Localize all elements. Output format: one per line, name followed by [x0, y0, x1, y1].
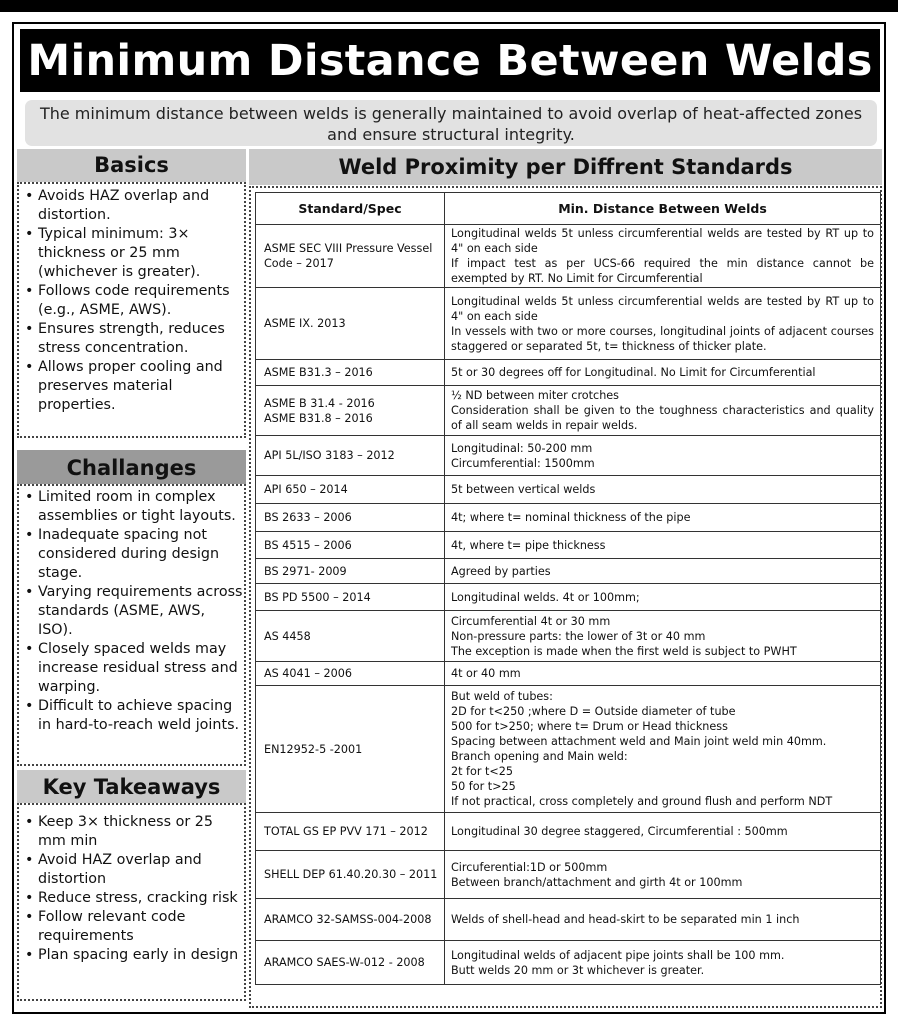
table-row	[256, 436, 881, 476]
min-distance-cell	[445, 851, 881, 899]
min-distance-line: Circuferential:1D or 500mm	[451, 860, 608, 874]
min-distance-line: 5t between vertical welds	[451, 483, 596, 496]
min-distance-line: Non-pressure parts: the lower of 3t or 40 mm	[451, 629, 706, 643]
standard-name: ASME SEC VIII Pressure Vessel Code – 2017	[264, 242, 433, 270]
standard-cell	[256, 476, 445, 504]
standard-name: ASME IX. 2013	[264, 317, 346, 330]
table-row	[256, 386, 881, 436]
min-distance-cell	[445, 360, 881, 386]
min-distance-line: Circumferential 4t or 30 mm	[451, 614, 611, 628]
intro-text: The minimum distance between welds is generally maintained to avoid overlap of heat-affected zones and ensure structural integrity.	[25, 100, 877, 146]
min-distance-cell	[445, 584, 881, 611]
standard-name: API 650 – 2014	[264, 483, 348, 496]
takeaways-heading: Key Takeaways	[17, 770, 246, 803]
standard-cell	[256, 662, 445, 686]
column-header-standard: Standard/Spec	[256, 193, 445, 225]
table-row	[256, 360, 881, 386]
standard-cell	[256, 611, 445, 662]
min-distance-line: Welds of shell-head and head-skirt to be separated min 1 inch	[451, 913, 800, 926]
basics-item: • Follows code requirements (e.g., ASME, AWS).	[19, 282, 244, 320]
standard-name: TOTAL GS EP PVV 171 – 2012	[264, 825, 428, 838]
challenges-box	[17, 484, 246, 766]
standard-name: AS 4458	[264, 629, 311, 643]
table-body	[256, 225, 881, 985]
min-distance-line: If impact test as per UCS-66 required the min distance cannot be exempted by RT. No Limit for Circumferential	[451, 257, 874, 285]
min-distance-cell	[445, 611, 881, 662]
table-row	[256, 611, 881, 662]
table-row	[256, 662, 881, 686]
title-banner	[20, 29, 880, 92]
min-distance-cell	[445, 532, 881, 559]
challenges-item: • Varying requirements across standards (ASME, AWS, ISO).	[19, 583, 244, 640]
min-distance-line: Longitudinal welds. 4t or 100mm;	[451, 590, 640, 604]
standard-cell	[256, 851, 445, 899]
table-row	[256, 476, 881, 504]
standard-cell	[256, 899, 445, 941]
min-distance-cell	[445, 559, 881, 584]
min-distance-cell	[445, 225, 881, 288]
min-distance-line: Longitudinal welds 5t unless circumferential welds are tested by RT up to 4" on each side	[451, 294, 874, 323]
min-distance-line: Butt welds 20 mm or 3t whichever is greater.	[451, 963, 705, 977]
standard-name: ASME B 31.4 - 2016	[264, 396, 375, 410]
takeaways-item: • Avoid HAZ overlap and distortion	[19, 851, 244, 889]
min-distance-line: The exception is made when the first weld is subject to PWHT	[451, 644, 797, 658]
top-border-bar	[0, 0, 898, 12]
standard-cell	[256, 504, 445, 532]
basics-item: • Typical minimum: 3× thickness or 25 mm (whichever is greater).	[19, 225, 244, 282]
table-row	[256, 899, 881, 941]
standard-cell	[256, 225, 445, 288]
takeaways-item: • Follow relevant code requirements	[19, 908, 244, 946]
table-row	[256, 584, 881, 611]
min-distance-cell	[445, 662, 881, 686]
takeaways-item: • Plan spacing early in design	[19, 946, 244, 965]
takeaways-section	[17, 770, 246, 1001]
challenges-section	[17, 450, 246, 766]
standard-name: ASME B31.3 – 2016	[264, 366, 373, 379]
standard-name: SHELL DEP 61.40.20.30 – 2011	[264, 868, 438, 881]
min-distance-line: In vessels with two or more courses, longitudinal joints of adjacent courses staggered or separated 5t, t= thickness of thicker plate.	[451, 324, 874, 353]
standard-name: API 5L/ISO 3183 – 2012	[264, 449, 395, 462]
min-distance-line: Branch opening and Main weld:	[451, 750, 628, 763]
table-row	[256, 559, 881, 584]
min-distance-line: ½ ND between miter crotches	[451, 389, 619, 402]
standard-name: ASME B31.8 – 2016	[264, 411, 373, 425]
table-row	[256, 504, 881, 532]
takeaways-item: • Reduce stress, cracking risk	[19, 889, 244, 908]
min-distance-line: Spacing between attachment weld and Main joint weld min 40mm.	[451, 735, 827, 748]
min-distance-line: Longitudinal: 50-200 mm	[451, 441, 593, 455]
min-distance-cell	[445, 941, 881, 985]
table-row	[256, 813, 881, 851]
challenges-item: • Difficult to achieve spacing in hard-to-reach weld joints.	[19, 697, 244, 735]
table-row	[256, 288, 881, 360]
min-distance-line: Agreed by parties	[451, 564, 551, 578]
min-distance-line: 4t or 40 mm	[451, 667, 521, 680]
min-distance-cell	[445, 813, 881, 851]
standard-name: AS 4041 – 2006	[264, 667, 352, 680]
min-distance-line: 50 for t>25	[451, 780, 516, 793]
standards-heading: Weld Proximity per Diffrent Standards	[249, 149, 882, 185]
table-row	[256, 686, 881, 813]
standards-table	[255, 192, 881, 985]
table-header-row	[256, 193, 881, 225]
standard-cell	[256, 288, 445, 360]
takeaways-box	[17, 803, 246, 1001]
min-distance-line: Consideration shall be given to the toughness characteristics and quality of all seam welds in repair welds.	[451, 404, 874, 432]
min-distance-cell	[445, 504, 881, 532]
min-distance-line: 2t for t<25	[451, 765, 513, 778]
takeaways-list	[19, 813, 244, 965]
min-distance-line: Longitudinal 30 degree staggered, Circumferential : 500mm	[451, 825, 788, 838]
table-row	[256, 225, 881, 288]
basics-list	[19, 187, 244, 415]
standard-name: BS 2971- 2009	[264, 564, 347, 578]
table-row	[256, 941, 881, 985]
standard-name: ARAMCO 32-SAMSS-004-2008	[264, 913, 432, 926]
min-distance-line: Longitudinal welds 5t unless circumferential welds are tested by RT up to 4" on each side	[451, 227, 874, 255]
table-row	[256, 851, 881, 899]
min-distance-cell	[445, 436, 881, 476]
min-distance-line: But weld of tubes:	[451, 690, 553, 703]
basics-section	[17, 149, 246, 438]
standard-name: BS PD 5500 – 2014	[264, 590, 371, 604]
min-distance-line: If not practical, cross completely and ground flush and perform NDT	[451, 795, 833, 808]
min-distance-cell	[445, 686, 881, 813]
min-distance-cell	[445, 899, 881, 941]
standard-cell	[256, 532, 445, 559]
standard-cell	[256, 813, 445, 851]
standard-cell	[256, 686, 445, 813]
challenges-item: • Limited room in complex assemblies or tight layouts.	[19, 488, 244, 526]
standard-cell	[256, 360, 445, 386]
standard-name: BS 2633 – 2006	[264, 511, 352, 524]
min-distance-line: 4t; where t= nominal thickness of the pipe	[451, 511, 691, 524]
min-distance-line: Between branch/attachment and girth 4t or 100mm	[451, 875, 743, 889]
min-distance-line: 4t, where t= pipe thickness	[451, 538, 606, 552]
min-distance-cell	[445, 288, 881, 360]
min-distance-line: 5t or 30 degrees off for Longitudinal. No Limit for Circumferential	[451, 366, 816, 379]
challenges-item: • Closely spaced welds may increase residual stress and warping.	[19, 640, 244, 697]
table-row	[256, 532, 881, 559]
takeaways-item: • Keep 3× thickness or 25 mm min	[19, 813, 244, 851]
min-distance-line: 500 for t>250; where t= Drum or Head thickness	[451, 720, 728, 733]
basics-heading: Basics	[17, 149, 246, 182]
standard-cell	[256, 584, 445, 611]
challenges-list	[19, 488, 244, 735]
basics-item: • Ensures strength, reduces stress concentration.	[19, 320, 244, 358]
basics-item: • Avoids HAZ overlap and distortion.	[19, 187, 244, 225]
standard-cell	[256, 386, 445, 436]
standard-name: ARAMCO SAES-W-012 - 2008	[264, 956, 425, 969]
basics-box	[17, 182, 246, 438]
basics-item: • Allows proper cooling and preserves material properties.	[19, 358, 244, 415]
min-distance-cell	[445, 476, 881, 504]
standards-box	[249, 186, 882, 1008]
min-distance-cell	[445, 386, 881, 436]
page-title: Minimum Distance Between Welds	[27, 36, 873, 86]
min-distance-line: 2D for t<250 ;where D = Outside diameter of tube	[451, 705, 736, 718]
challenges-heading: Challanges	[17, 450, 246, 484]
standard-cell	[256, 941, 445, 985]
standard-name: EN12952-5 -2001	[264, 742, 363, 756]
min-distance-line: Circumferential: 1500mm	[451, 456, 595, 470]
challenges-item: • Inadequate spacing not considered during design stage.	[19, 526, 244, 583]
min-distance-line: Longitudinal welds of adjacent pipe joints shall be 100 mm.	[451, 948, 785, 962]
standard-name: BS 4515 – 2006	[264, 538, 352, 552]
column-header-min-distance: Min. Distance Between Welds	[445, 193, 881, 225]
standard-cell	[256, 559, 445, 584]
standard-cell	[256, 436, 445, 476]
